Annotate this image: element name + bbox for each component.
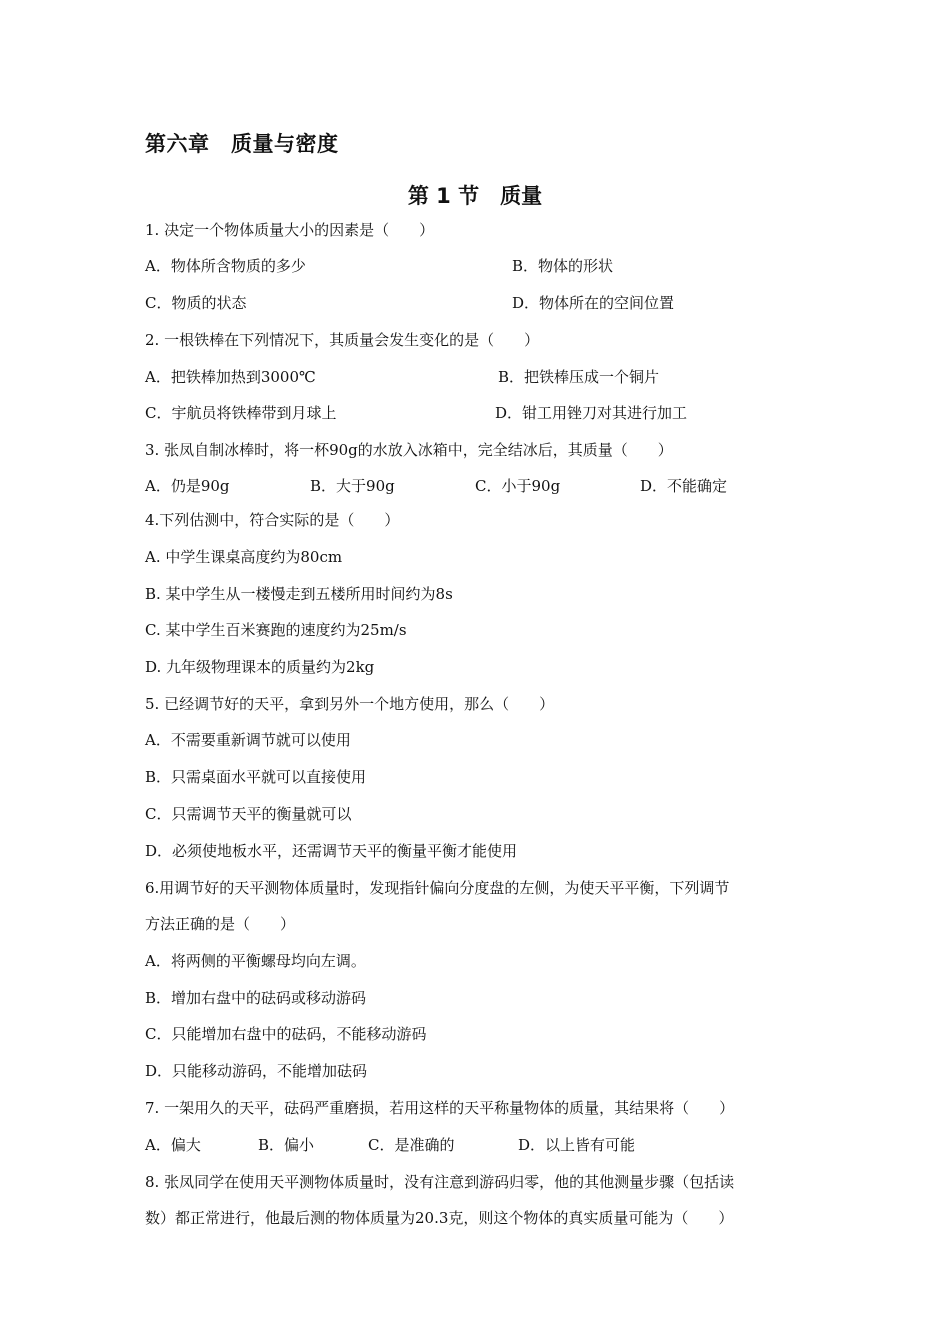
chapter-title: 第六章 质量与密度 — [145, 132, 339, 156]
question-3-option-a: A．仍是90g — [145, 477, 230, 495]
question-6-option-b: B．增加右盘中的砝码或移动游码 — [145, 989, 367, 1007]
question-2-option-b: B．把铁棒压成一个铜片 — [498, 368, 660, 386]
question-6-stem-line-1: 6.用调节好的天平测物体质量时，发现指针偏向分度盘的左侧，为使天平平衡，下列调节 — [145, 879, 730, 897]
question-1-option-c: C．物质的状态 — [145, 294, 247, 312]
question-5-option-d: D．必须使地板水平，还需调节天平的衡量平衡才能使用 — [145, 842, 518, 860]
question-6-stem-line-2: 方法正确的是（ ） — [145, 915, 296, 933]
question-6-option-c: C．只能增加右盘中的砝码，不能移动游码 — [145, 1025, 427, 1043]
question-6-option-d: D．只能移动游码，不能增加砝码 — [145, 1062, 368, 1080]
question-1-option-a: A．物体所含物质的多少 — [145, 257, 306, 275]
question-7-option-d: D．以上皆有可能 — [518, 1136, 636, 1154]
question-2-option-a: A．把铁棒加热到3000℃ — [145, 368, 316, 386]
question-5-option-b: B．只需桌面水平就可以直接使用 — [145, 768, 367, 786]
question-2-stem: 2. 一根铁棒在下列情况下，其质量会发生变化的是（ ） — [145, 331, 540, 349]
question-7-option-b: B．偏小 — [258, 1136, 315, 1154]
question-5-stem: 5. 已经调节好的天平，拿到另外一个地方使用，那么（ ） — [145, 695, 555, 713]
section-title: 第 1 节 质量 — [407, 184, 543, 208]
question-3-option-c: C．小于90g — [475, 477, 561, 495]
question-4-stem: 4.下列估测中，符合实际的是（ ） — [145, 511, 400, 529]
question-6-option-a: A．将两侧的平衡螺母均向左调。 — [145, 952, 366, 970]
question-2-option-d: D．钳工用锉刀对其进行加工 — [495, 404, 688, 422]
question-3-stem: 3. 张凤自制冰棒时，将一杯90g的水放入冰箱中，完全结冰后，其质量（ ） — [145, 441, 673, 459]
question-1-option-d: D．物体所在的空间位置 — [512, 294, 675, 312]
question-1-option-b: B．物体的形状 — [512, 257, 614, 275]
question-7-option-c: C．是准确的 — [368, 1136, 455, 1154]
question-5-option-a: A．不需要重新调节就可以使用 — [145, 731, 351, 749]
question-8-stem-line-1: 8. 张凤同学在使用天平测物体质量时，没有注意到游码归零，他的其他测量步骤（包括读 — [145, 1173, 735, 1191]
question-2-option-c: C．宇航员将铁棒带到月球上 — [145, 404, 337, 422]
question-4-option-c: C. 某中学生百米赛跑的速度约为25m/s — [145, 621, 407, 639]
question-4-option-a: A. 中学生课桌高度约为80cm — [145, 548, 343, 566]
question-1-stem: 1. 决定一个物体质量大小的因素是（ ） — [145, 221, 435, 239]
question-7-stem: 7. 一架用久的天平，砝码严重磨损，若用这样的天平称量物体的质量，其结果将（ ） — [145, 1099, 735, 1117]
question-3-option-d: D．不能确定 — [640, 477, 728, 495]
question-3-option-b: B．大于90g — [310, 477, 395, 495]
question-5-option-c: C．只需调节天平的衡量就可以 — [145, 805, 352, 823]
question-4-option-d: D. 九年级物理课本的质量约为2kg — [145, 658, 375, 676]
question-7-option-a: A．偏大 — [145, 1136, 201, 1154]
question-8-stem-line-2: 数）都正常进行，他最后测的物体质量为20.3克，则这个物体的真实质量可能为（ ） — [145, 1209, 734, 1227]
question-4-option-b: B. 某中学生从一楼慢走到五楼所用时间约为8s — [145, 585, 453, 603]
